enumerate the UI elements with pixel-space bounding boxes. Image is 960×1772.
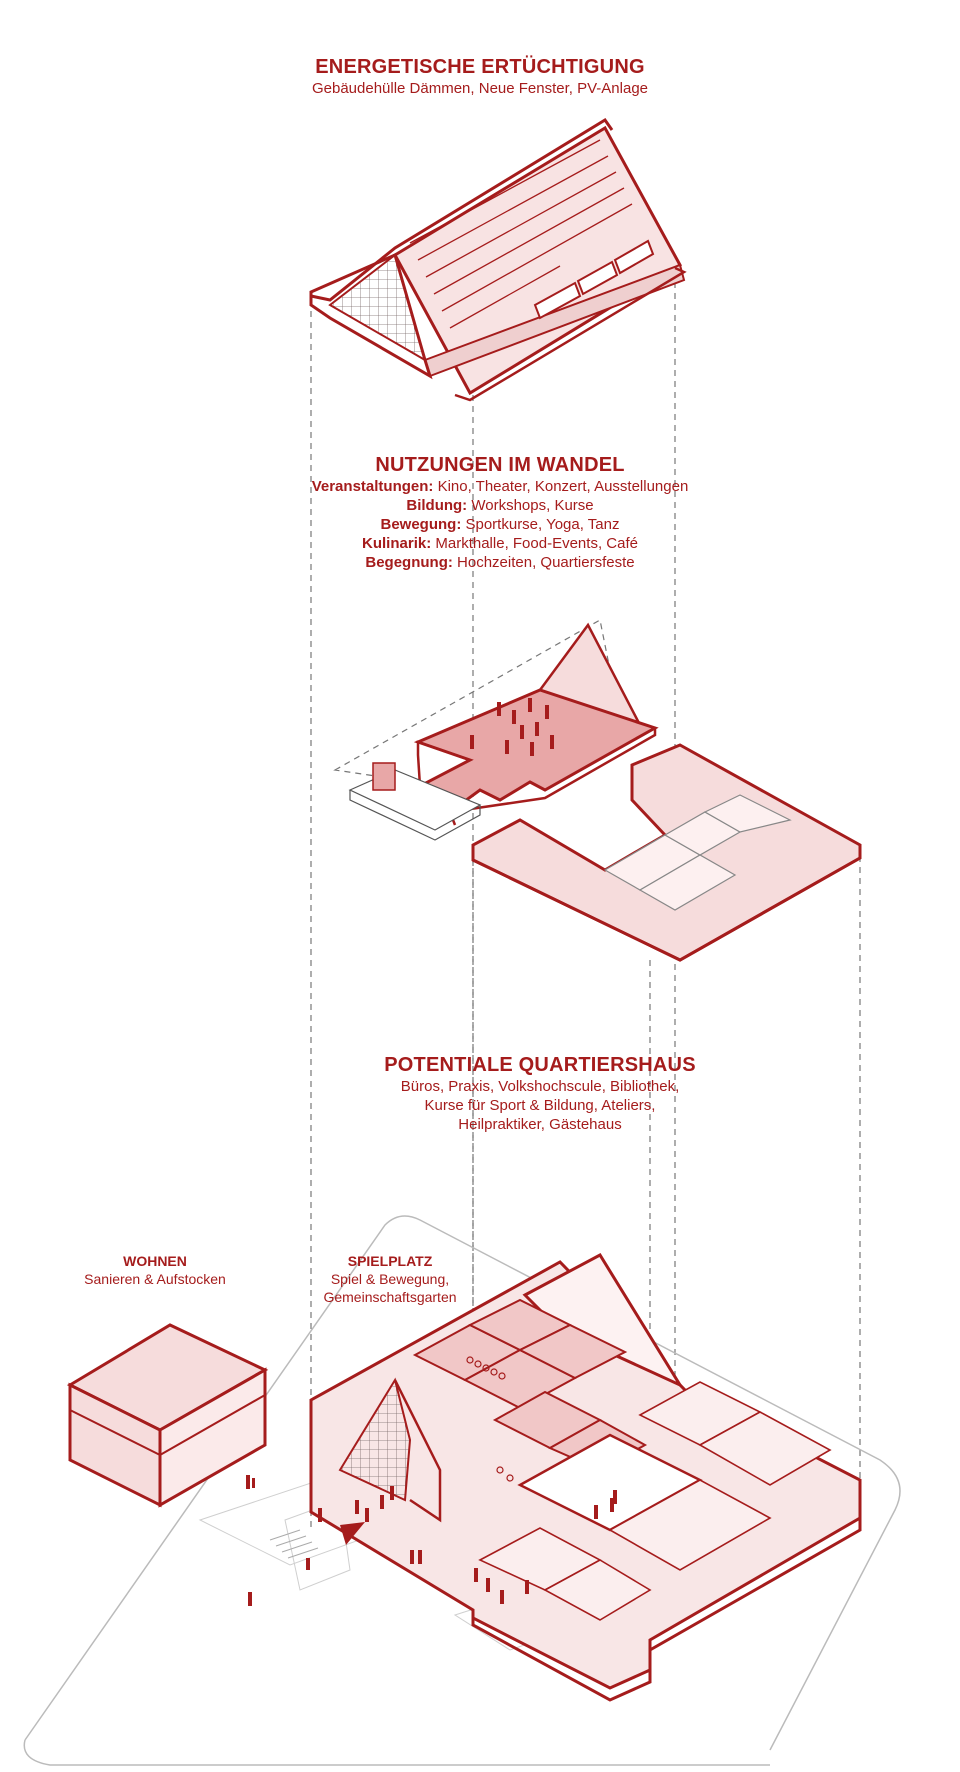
housing-title: WOHNEN [123, 1253, 187, 1269]
uses-item [240, 515, 760, 534]
uses-item-label: Bewegung: [380, 516, 462, 533]
uses-item-label: Kulinarik: [362, 535, 432, 552]
roof-module [311, 120, 684, 400]
playground-line: Gemeinschaftsgarten [323, 1289, 457, 1305]
uses-title: NUTZUNGEN IM WANDEL [375, 454, 625, 476]
uses-item [240, 477, 760, 496]
potentials-line: Kurse für Sport & Bildung, Ateliers, [424, 1097, 656, 1114]
uses-item [240, 496, 760, 515]
potentials-label [300, 1053, 780, 1134]
roof-subtitle: Gebäudehülle Dämmen, Neue Fenster, PV-Anlage [311, 80, 649, 97]
housing-block [70, 1325, 265, 1505]
housing-subtitle: Sanieren & Aufstocken [84, 1271, 226, 1287]
playground-label [300, 1252, 480, 1306]
upper-floor-module [335, 620, 860, 960]
uses-item-text: Workshops, Kurse [467, 497, 594, 514]
potentials-title: POTENTIALE QUARTIERSHAUS [384, 1054, 696, 1076]
stair-core-box [373, 763, 395, 790]
uses-item [240, 553, 760, 572]
uses-item-text: Markthalle, Food-Events, Café [431, 535, 638, 552]
uses-item-label: Veranstaltungen: [311, 478, 434, 495]
potentials-line: Büros, Praxis, Volkshochscule, Bibliothek, [400, 1078, 680, 1095]
playground-title: SPIELPLATZ [347, 1253, 433, 1269]
uses-item-label: Begegnung: [365, 554, 453, 571]
potentials-line: Heilpraktiker, Gästehaus [458, 1116, 622, 1133]
roof-label [230, 55, 730, 98]
housing-label [55, 1252, 255, 1288]
uses-item-label: Bildung: [406, 497, 468, 514]
roof-title: ENERGETISCHE ERTÜCHTIGUNG [315, 56, 645, 78]
uses-item [240, 534, 760, 553]
ground-floor-building [311, 1255, 860, 1700]
uses-label [240, 453, 760, 572]
uses-item-text: Sportkurse, Yoga, Tanz [461, 516, 620, 533]
uses-item-text: Hochzeiten, Quartiersfeste [452, 554, 635, 571]
playground-line: Spiel & Bewegung, [330, 1271, 450, 1287]
uses-item-text: Kino, Theater, Konzert, Ausstellungen [433, 478, 689, 495]
